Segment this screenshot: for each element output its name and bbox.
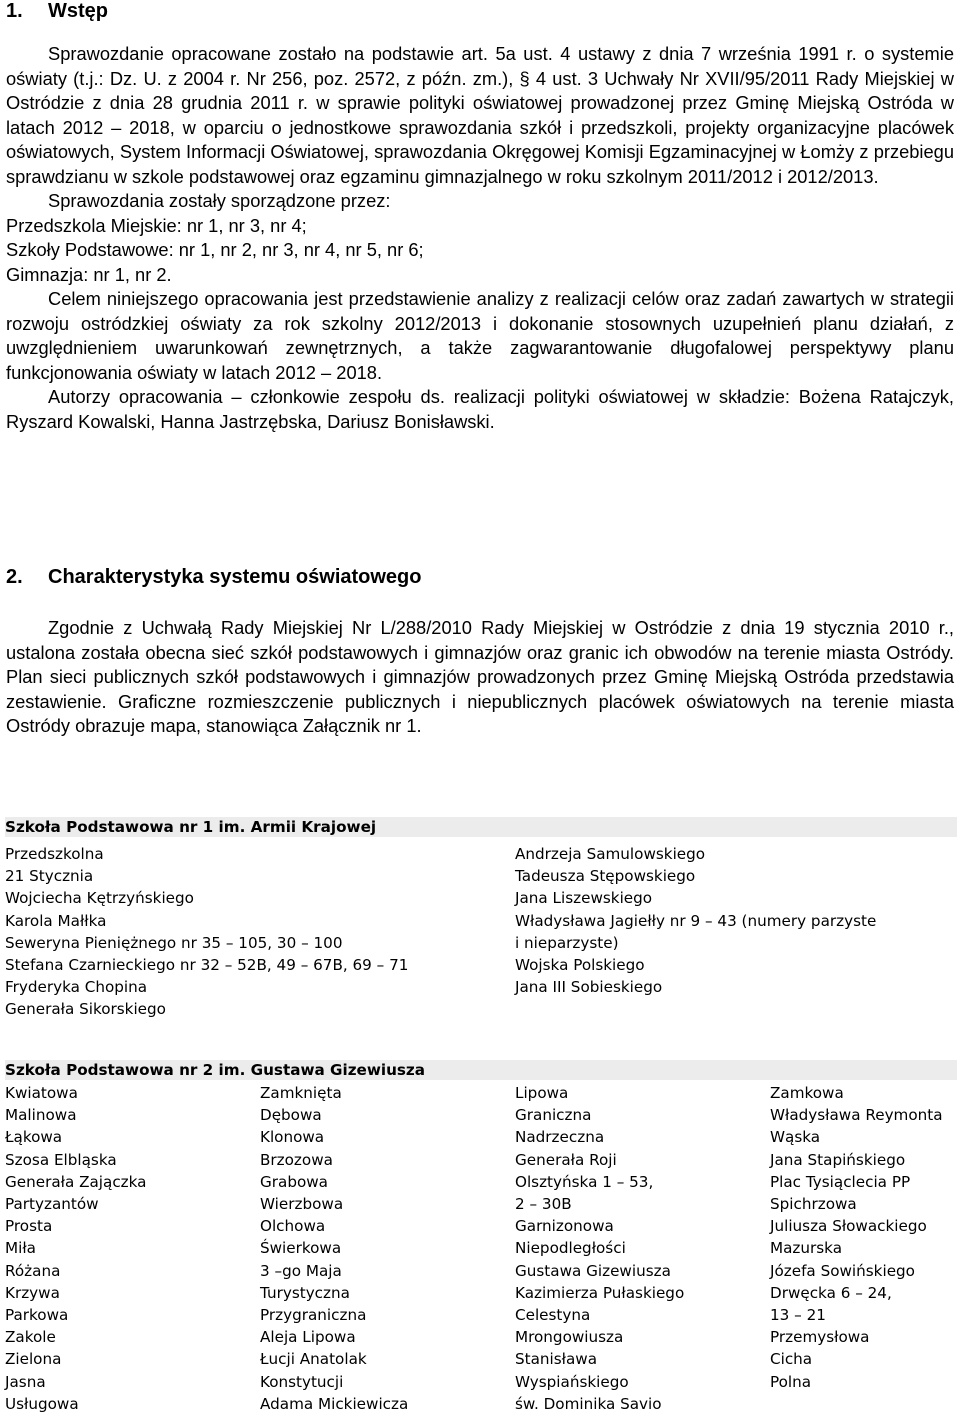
street-item: Dębowa — [260, 1106, 322, 1125]
street-item: św. Dominika Savio — [515, 1394, 662, 1413]
section-2-body — [6, 616, 954, 739]
school-2-column-4 — [770, 1082, 943, 1393]
street-item: Jasna — [5, 1372, 46, 1391]
street-item: Tadeusza Stępowskiego — [515, 867, 696, 886]
street-item: Władysława Reymonta — [770, 1106, 943, 1125]
street-item: Zakole — [5, 1328, 56, 1347]
street-item: Turystyczna — [260, 1283, 350, 1302]
street-item: Adama Mickiewicza — [260, 1394, 409, 1413]
street-item: 13 – 21 — [770, 1306, 826, 1325]
street-item: Łucji Anatolak — [260, 1350, 367, 1369]
street-item: Celestyna — [515, 1306, 591, 1325]
section-1-number: 1. — [6, 0, 23, 22]
section-1-title: Wstęp — [48, 0, 108, 22]
street-item: Juliusza Słowackiego — [770, 1217, 927, 1236]
street-item: Karola Małłka — [5, 911, 107, 930]
section-2-number: 2. — [6, 566, 23, 588]
street-item: Cicha — [770, 1350, 813, 1369]
section-1-heading — [6, 0, 108, 23]
street-item: Graniczna — [515, 1106, 592, 1125]
street-item: Olsztyńska 1 – 53, — [515, 1172, 654, 1191]
street-item: Mazurska — [770, 1239, 842, 1258]
street-item: Gustawa Gizewiusza — [515, 1261, 671, 1280]
street-item: Klonowa — [260, 1128, 325, 1147]
street-item: Krzywa — [5, 1283, 60, 1302]
street-item: Zielona — [5, 1350, 62, 1369]
street-item: Nadrzeczna — [515, 1128, 605, 1147]
street-item: Aleja Lipowa — [260, 1328, 356, 1347]
street-item: Szosa Elbląska — [5, 1150, 117, 1169]
street-item: Olchowa — [260, 1217, 326, 1236]
street-item: Generała Zajączka — [5, 1172, 147, 1191]
paragraph-purpose: Celem niniejszego opracowania jest przedstawienie analizy z realizacji celów oraz zadań zawartych w strategii rozwoju ostródzkiej oświaty za rok szkolny 2012/2013 i dokonanie stosownych uzupełnień planu działań, z uwzględnieniem uwarunkowań zewnętrznych, a także zagwarantowanie długofalowej perspektywy planu funkcjonowania oświaty w latach 2012 – 2018. — [6, 288, 954, 383]
street-item: Wierzbowa — [260, 1195, 344, 1214]
street-item: Partyzantów — [5, 1195, 99, 1214]
street-item: Usługowa — [5, 1394, 79, 1413]
street-item: Brzozowa — [260, 1150, 333, 1169]
street-item: Przygraniczna — [260, 1306, 367, 1325]
street-item: Konstytucji — [260, 1372, 344, 1391]
street-item: Jana Liszewskiego — [515, 889, 653, 908]
street-item: Łąkowa — [5, 1128, 63, 1147]
street-item: Kazimierza Pułaskiego — [515, 1283, 685, 1302]
section-2-heading — [6, 566, 422, 589]
street-item: Wojciecha Kętrzyńskiego — [5, 889, 194, 908]
paragraph-authors: Autorzy opracowania – członkowie zespołu ds. realizacji polityki oświatowej w składzie: Bożena Ratajczyk, Ryszard Kowalski, Hanna Jastrzębska, Dariusz Bonisławski. — [6, 386, 954, 432]
street-item: Drwęcka 6 – 24, — [770, 1283, 892, 1302]
street-item: Jana Stapińskiego — [770, 1150, 906, 1169]
section-2-title: Charakterystyka systemu oświatowego — [48, 566, 422, 588]
paragraph-prepared-by: Sprawozdania zostały sporządzone przez: — [48, 190, 391, 211]
street-item: Polna — [770, 1372, 812, 1391]
street-item: Przedszkolna — [5, 845, 104, 863]
paragraph-legal-basis: Sprawozdanie opracowane zostało na podstawie art. 5a ust. 4 ustawy z dnia 7 września 1991 r. o systemie oświaty (t.j.: Dz. U. z 2004 r. Nr 256, poz. 2572, z późn. zm.), § 4 ust. 3 Uchwały Nr XVII/95/2011 Rady Miejskiej w Ostródzie z dnia 28 grudnia 2011 r. w sprawie polityki oświatowej prowadzonej przez Gminę Miejską Ostróda w latach 2012 – 2018, w oparciu o jednostkowe sprawozdania szkół i przedszkoli, projekty organizacyjne placówek oświatowych, System Informacji Oświatowej, sprawozdania Okręgowej Komisji Egzaminacyjnej w Łomży z przebiegu sprawdzianu w szkole podstawowej oraz egzaminu gimnazjalnego w roku szkolnym 2011/2012 i 2012/2013. — [6, 43, 954, 187]
street-item: Mrongowiusza — [515, 1328, 624, 1347]
street-item: Władysława Jagiełły nr 9 – 43 (numery parzyste — [515, 911, 877, 930]
street-item: Stanisława — [515, 1350, 598, 1369]
school-1-columns — [5, 837, 957, 1017]
street-item: Andrzeja Samulowskiego — [515, 845, 706, 863]
street-item: Generała Roji — [515, 1150, 617, 1169]
street-item: Wyspiańskiego — [515, 1372, 629, 1391]
street-item: Garnizonowa — [515, 1217, 614, 1236]
street-item: Seweryna Pieniężnego nr 35 – 105, 30 – 100 — [5, 933, 343, 952]
street-item: Stefana Czarnieckiego nr 32 – 52B, 49 – 67B, 69 – 71 — [5, 956, 409, 975]
school-2-columns — [5, 1080, 957, 1420]
school-2-column-3 — [515, 1082, 684, 1415]
street-item: Wąska — [770, 1128, 821, 1147]
street-item: Niepodległości — [515, 1239, 626, 1258]
street-item: Malinowa — [5, 1106, 77, 1125]
street-item: Różana — [5, 1261, 61, 1280]
street-item: Wojska Polskiego — [515, 956, 645, 975]
street-item: Miła — [5, 1239, 36, 1258]
street-item: Plac Tysiąclecia PP — [770, 1172, 911, 1191]
street-item: Prosta — [5, 1217, 53, 1236]
school-1-column-2 — [515, 843, 876, 998]
list-item-gymnasiums: Gimnazja: nr 1, nr 2. — [6, 263, 172, 285]
street-item: Grabowa — [260, 1172, 328, 1191]
paragraph-school-network: Zgodnie z Uchwałą Rady Miejskiej Nr L/288/2010 Rady Miejskiej w Ostródzie z dnia 19 stycznia 2010 r., ustalona została obecna sieć szkół podstawowych i gimnazjów oraz granic ich obwodów na terenie miasta Ostródy. Plan sieci publicznych szkół podstawowych i gimnazjów prowadzonych przez Gminę Miejską Ostróda przedstawia zestawienie. Graficzne rozmieszczenie publicznych i niepublicznych placówek oświatowych na terenie miasta Ostródy obrazuje mapa, stanowiąca Załącznik nr 1. — [6, 617, 954, 736]
street-item: Świerkowa — [260, 1239, 342, 1258]
school-1-title: Szkoła Podstawowa nr 1 im. Armii Krajowej — [5, 817, 957, 837]
street-item: Zamkowa — [770, 1084, 844, 1102]
school-2-streets-table — [5, 1060, 957, 1420]
list-item-preschools: Przedszkola Miejskie: nr 1, nr 3, nr 4; — [6, 214, 307, 236]
street-item: Kwiatowa — [5, 1084, 78, 1102]
section-1-body — [6, 42, 954, 434]
street-item: Zamknięta — [260, 1084, 342, 1102]
street-item: Fryderyka Chopina — [5, 978, 148, 997]
street-item: 3 –go Maja — [260, 1261, 342, 1280]
school-2-title: Szkoła Podstawowa nr 2 im. Gustawa Gizewiusza — [5, 1060, 957, 1080]
school-1-streets-table — [5, 817, 957, 1017]
street-item: Parkowa — [5, 1306, 69, 1325]
list-item-primary-schools: Szkoły Podstawowe: nr 1, nr 2, nr 3, nr 4, nr 5, nr 6; — [6, 239, 424, 260]
street-item: Lipowa — [515, 1084, 569, 1102]
street-item: Generała Sikorskiego — [5, 1000, 166, 1019]
school-1-column-1 — [5, 843, 408, 1021]
street-item: 2 – 30B — [515, 1195, 572, 1214]
school-2-column-1 — [5, 1082, 146, 1415]
street-item: 21 Stycznia — [5, 867, 94, 886]
street-item: Spichrzowa — [770, 1195, 857, 1214]
street-item: i nieparzyste) — [515, 933, 619, 952]
school-2-column-2 — [260, 1082, 408, 1415]
street-item: Józefa Sowińskiego — [770, 1261, 915, 1280]
street-item: Przemysłowa — [770, 1328, 870, 1347]
street-item: Jana III Sobieskiego — [515, 978, 663, 997]
